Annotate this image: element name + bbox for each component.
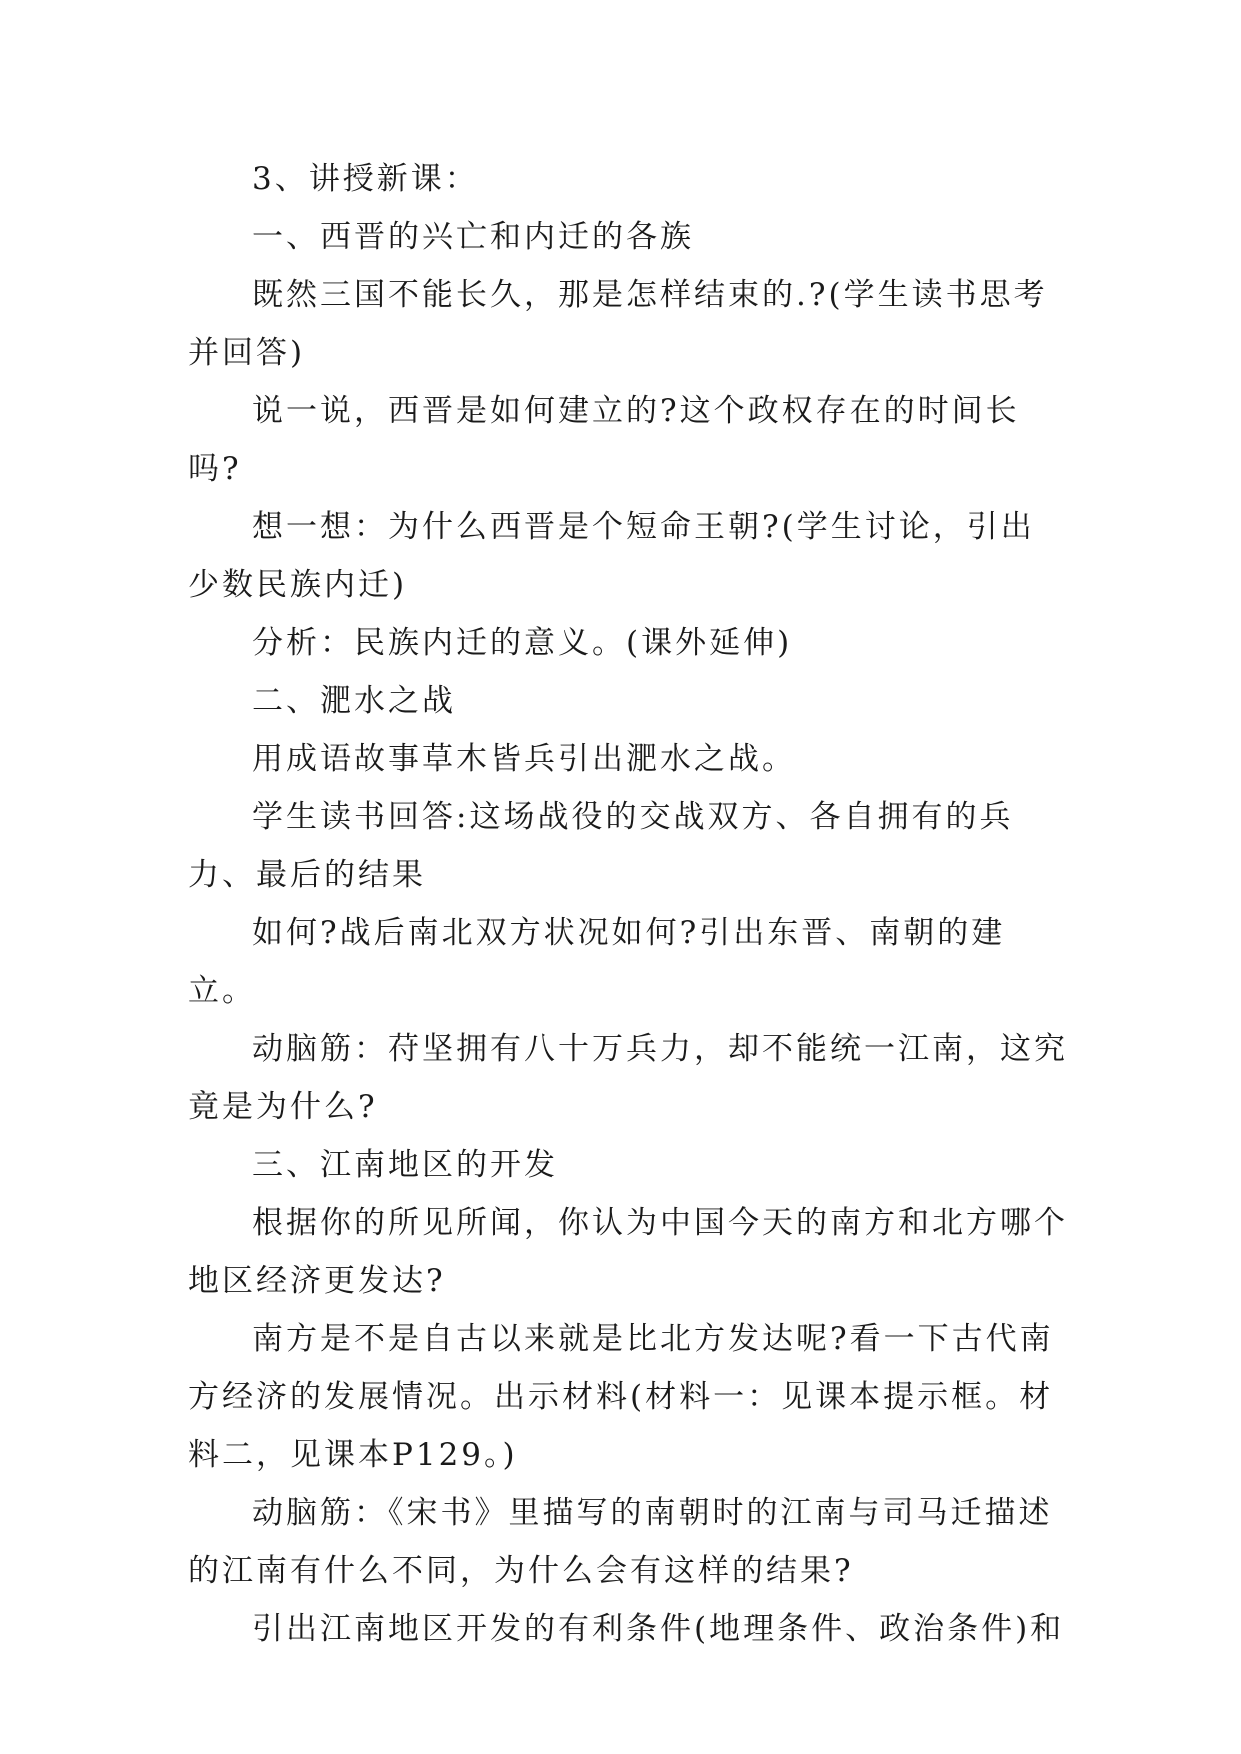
paragraph: 分析：民族内迁的意义。(课外延伸): [252, 625, 793, 661]
paragraph: 想一想：为什么西晋是个短命王朝?(学生讨论，引出少数民族内迁): [188, 509, 1035, 603]
paragraph: 用成语故事草木皆兵引出淝水之战。: [252, 741, 796, 777]
paragraph-section-two-title: 二、淝水之战: [252, 683, 456, 719]
paragraph-section-one-title: 一、西晋的兴亡和内迁的各族: [252, 219, 694, 255]
paragraph-lecture-heading: 3、讲授新课：: [252, 161, 479, 197]
paragraph: 如何?战后南北双方状况如何?引出东晋、南朝的建立。: [188, 915, 1006, 1009]
paragraph: 既然三国不能长久，那是怎样结束的.?(学生读书思考并回答): [188, 277, 1048, 371]
paragraph: 动脑筋：苻坚拥有八十万兵力，却不能统一江南，这究竟是为什么?: [188, 1031, 1068, 1125]
paragraph: 说一说，西晋是如何建立的?这个政权存在的时间长吗?: [188, 393, 1020, 487]
paragraph: 引出江南地区开发的有利条件(地理条件、政治条件)和: [252, 1611, 1065, 1647]
paragraph-section-three-title: 三、江南地区的开发: [252, 1147, 558, 1183]
paragraph: 根据你的所见所闻，你认为中国今天的南方和北方哪个地区经济更发达?: [188, 1205, 1068, 1299]
paragraph: 南方是不是自古以来就是比北方发达呢?看一下古代南方经济的发展情况。出示材料(材料一：见课本提示框。材料二，见课本P129。): [188, 1321, 1054, 1473]
paragraph: 学生读书回答:这场战役的交战双方、各自拥有的兵力、最后的结果: [188, 799, 1014, 893]
document-body: [188, 150, 1068, 1658]
paragraph: 动脑筋：《宋书》里描写的南朝时的江南与司马迁描述的江南有什么不同，为什么会有这样的结果?: [188, 1495, 1053, 1589]
